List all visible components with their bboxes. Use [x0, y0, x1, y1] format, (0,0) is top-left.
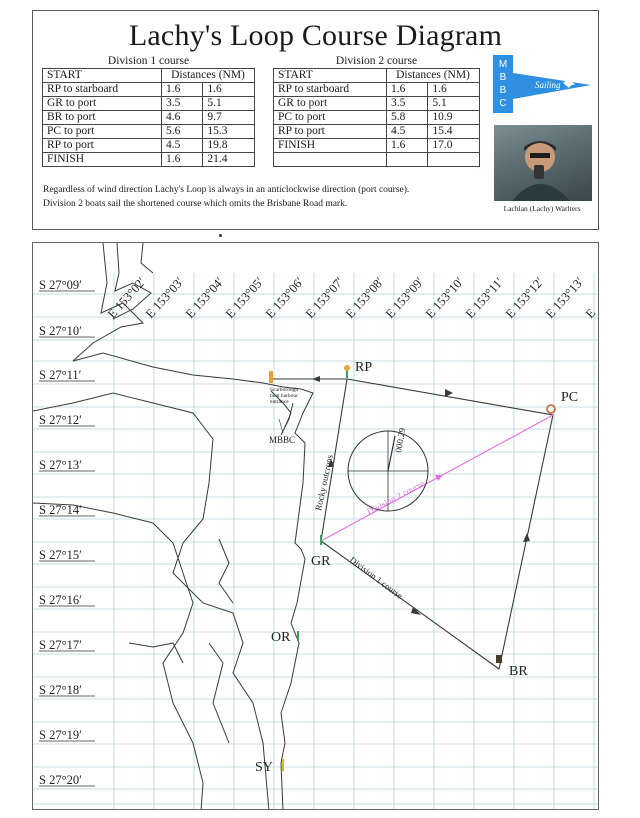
mark-cell: RP to starboard [274, 83, 387, 97]
leg-cell: 3.5 [387, 97, 428, 111]
mark-cell: PC to port [274, 111, 387, 125]
map-grid [33, 273, 599, 809]
page-title: Lachy's Loop Course Diagram [128, 19, 503, 52]
lon-label: E 153°09′ [382, 274, 427, 322]
division-2-table [273, 55, 480, 167]
note-line-2: Division 2 boats sail the shortened course which omits the Brisbane Road mark. [43, 199, 348, 209]
mark-cell: RP to port [43, 139, 162, 153]
harbour-line-1: Scarborough [270, 387, 299, 393]
table-row [274, 97, 480, 111]
table-row [274, 83, 480, 97]
mark-label-rp: RP [355, 360, 373, 375]
leg-cell: 1.6 [162, 83, 203, 97]
rocky-outcrops-label: Rocky outcrops [313, 453, 335, 512]
leg-cell: 1.6 [387, 83, 428, 97]
mbbc-label: MBBC [269, 435, 296, 445]
mark-cell: BR to port [43, 111, 162, 125]
leg-cell: 5.6 [162, 125, 203, 139]
table-row [43, 139, 255, 153]
division-1-caption: Division 1 course [43, 55, 255, 69]
lachy-photo [494, 125, 592, 201]
mark-cell: GR to port [43, 97, 162, 111]
total-cell: 9.7 [203, 111, 255, 125]
lon-label: E 153°06′ [262, 274, 307, 322]
lon-label: E 153°08′ [342, 274, 387, 322]
mark-cell: GR to port [274, 97, 387, 111]
lat-label: S 27°20′ [39, 773, 82, 787]
page-dot [219, 234, 222, 237]
leg-cell: 4.5 [387, 125, 428, 139]
table-row [274, 153, 480, 167]
table-row [43, 153, 255, 167]
division-1-table [42, 55, 255, 167]
lat-label: S 27°12′ [39, 413, 82, 427]
division-2-start-header: START [274, 69, 387, 83]
table-row [274, 125, 480, 139]
harbour-line-2: boat harbour [270, 393, 298, 399]
lon-label: E 153°05′ [222, 274, 267, 322]
portrait-image [494, 125, 592, 201]
latitude-labels [39, 278, 95, 787]
lat-label: S 27°10′ [39, 324, 82, 338]
logo-letter-c: C [499, 98, 507, 109]
leg-cell: 4.5 [162, 139, 203, 153]
total-cell: 1.6 [203, 83, 255, 97]
lon-label: E 153°12′ [502, 274, 547, 322]
map-canvas [33, 243, 599, 810]
logo-letter-m: M [498, 59, 508, 70]
logo-sailing-text: Sailing [535, 80, 561, 90]
leg-cell: 1.6 [162, 153, 203, 167]
lat-label: S 27°16′ [39, 593, 82, 607]
total-cell: 15.4 [428, 125, 480, 139]
division-2-distance-header: Distances (NM) [387, 69, 480, 83]
lon-label: E 153°04′ [182, 274, 227, 322]
course-map [32, 242, 599, 810]
lat-label: S 27°15′ [39, 548, 82, 562]
lat-label: S 27°11′ [39, 368, 82, 382]
total-cell: 21.4 [203, 153, 255, 167]
lat-label: S 27°13′ [39, 458, 82, 472]
mark-label-gr: GR [311, 554, 331, 569]
lon-label: E 153°10′ [422, 274, 467, 322]
table-row [43, 111, 255, 125]
division-1-route [273, 376, 553, 669]
table-row [274, 111, 480, 125]
table-row [274, 139, 480, 153]
harbour-line-3: entrance [270, 399, 289, 405]
mark-br [496, 655, 528, 679]
table-row [43, 125, 255, 139]
leg-cell: 5.8 [387, 111, 428, 125]
total-cell: 1.6 [428, 83, 480, 97]
lat-label: S 27°19′ [39, 728, 82, 742]
mark-rp [344, 360, 372, 378]
lon-label: E 153°11′ [462, 275, 507, 322]
lon-label: E [582, 305, 599, 322]
total-cell: 10.9 [428, 111, 480, 125]
logo-letter-b2: B [499, 85, 507, 96]
portrait-shirt [512, 184, 570, 201]
leg-cell: 3.5 [162, 97, 203, 111]
compass-bearing-label: 000.29 [393, 427, 408, 454]
table-row [43, 83, 255, 97]
longitude-labels [105, 274, 599, 321]
total-cell: 15.3 [203, 125, 255, 139]
leg-cell: 1.6 [387, 139, 428, 153]
division-1-distance-header: Distances (NM) [162, 69, 255, 83]
division-1-start-header: START [43, 69, 162, 83]
total-cell: 5.1 [203, 97, 255, 111]
photo-caption: Lachlan (Lachy) Warlters [503, 204, 581, 213]
division-2-route-label: Division 2 course [365, 478, 427, 517]
division-2-route [321, 415, 553, 541]
mark-pc [547, 390, 578, 413]
lon-label: E 153°03′ [142, 274, 187, 322]
mark-label-or: OR [271, 630, 291, 645]
lon-label: E 153°07′ [302, 274, 347, 322]
lat-label: S 27°17′ [39, 638, 82, 652]
lat-label: S 27°09′ [39, 278, 82, 292]
mbbc-logo [493, 55, 593, 113]
mark-label-br: BR [509, 664, 528, 679]
table-row [43, 97, 255, 111]
total-cell: 19.8 [203, 139, 255, 153]
division-2-caption: Division 2 course [274, 55, 480, 69]
mark-cell: FINISH [43, 153, 162, 167]
total-cell: 5.1 [428, 97, 480, 111]
lat-label: S 27°18′ [39, 683, 82, 697]
mark-cell: FINISH [274, 139, 387, 153]
lon-label: E 153°02′ [104, 274, 149, 322]
note-line-1: Regardless of wind direction Lachy's Loop is always in an anticlockwise direction (port course). [43, 185, 410, 195]
mark-cell: RP to port [274, 125, 387, 139]
mark-cell: RP to starboard [43, 83, 162, 97]
course-notes [43, 183, 513, 211]
division-1-route-label: Division 1 course [347, 554, 405, 601]
mark-label-pc: PC [561, 390, 579, 405]
harbour-label [269, 371, 298, 405]
portrait-radio [534, 165, 544, 179]
course-info-panel [32, 10, 599, 230]
lat-label: S 27°14′ [39, 503, 82, 517]
mark-cell: PC to port [43, 125, 162, 139]
total-cell: 17.0 [428, 139, 480, 153]
leg-cell: 4.6 [162, 111, 203, 125]
logo-letter-b1: B [499, 72, 507, 83]
mark-label-sy: SY [255, 760, 273, 775]
portrait-sunglasses [530, 153, 550, 158]
lon-label: E 153°13′ [542, 274, 587, 322]
